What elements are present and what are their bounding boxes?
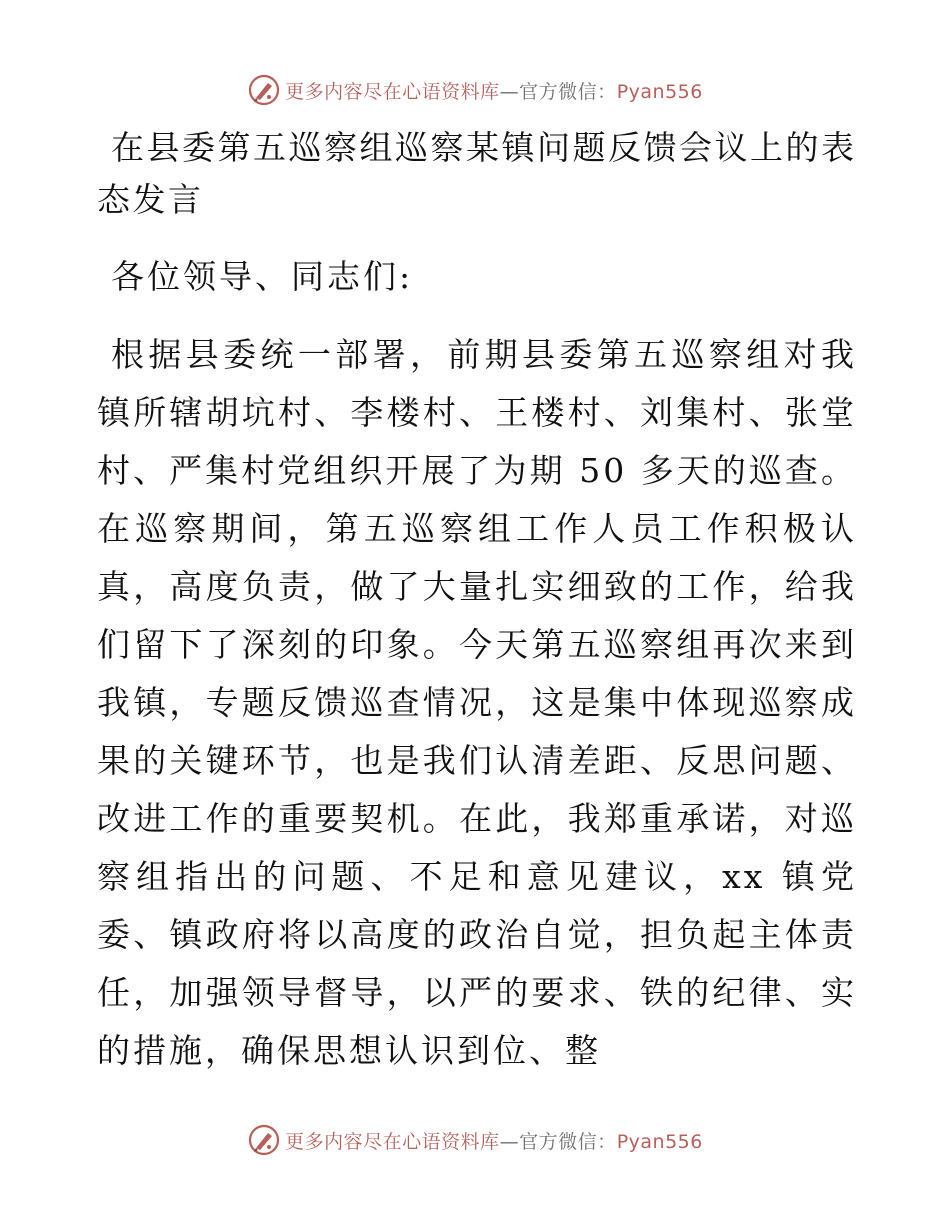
body-paragraph: 根据县委统一部署，前期县委第五巡察组对我镇所辖胡坑村、李楼村、王楼村、刘集村、张堂村、严集村党组织开展了为期 50 多天的巡查。在巡察期间，第五巡察组工作人员工作积极认真，高度负责，做了大量扎实细致的工作，给我们留下了深刻的印象。今天第五巡察组再次来到我镇，专题反馈巡查情况，这是集中体现巡察成果的关键环节，也是我们认清差距、反思问题、改进工作的重要契机。在此，我郑重承诺，对巡察组指出的问题、不足和意见建议，xx 镇党委、镇政府将以高度的政治自觉，担负起主体责任，加强领导督导，以严的要求、铁的纪律、实的措施，确保思想认识到位、整 [97,335,857,1070]
banner-wechat-label: 官方微信： [519,1130,617,1153]
banner-main-text: 更多内容尽在心语资料库 [285,1130,500,1153]
banner-wechat-id: Pyan556 [616,1130,703,1153]
banner-text [285,77,703,104]
banner-dash: — [499,1130,520,1153]
document-title: 在县委第五巡察组巡察某镇问题反馈会议上的表态发言 [97,128,857,219]
document-body [97,122,857,1080]
banner-wechat-label: 官方微信： [519,80,617,103]
footer-banner [0,1120,950,1160]
banner-dash: — [499,80,520,103]
greeting: 各位领导、同志们: [111,257,414,296]
banner-main-text: 更多内容尽在心语资料库 [285,80,500,103]
header-banner [0,70,950,110]
pen-logo-icon [247,1123,281,1157]
banner-wechat-id: Pyan556 [616,80,703,103]
pen-logo-icon [247,73,281,107]
banner-text [285,1127,703,1154]
